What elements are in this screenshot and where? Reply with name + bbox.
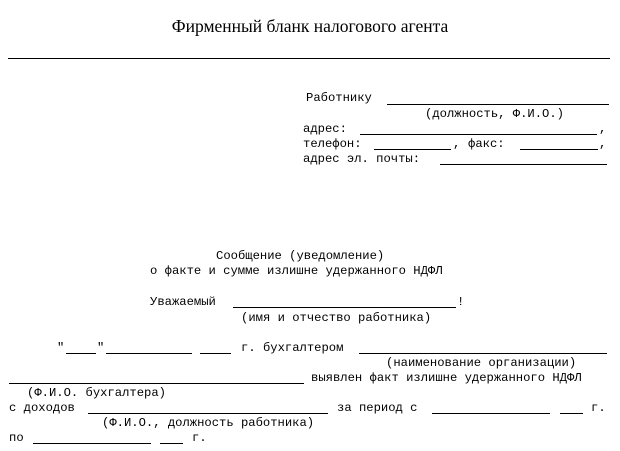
finding-text: выявлен факт излишне удержанного НДФЛ	[311, 371, 582, 385]
document-title: Фирменный бланк налогового агента	[171, 16, 449, 36]
period-to-date-field[interactable]	[33, 443, 151, 444]
date-year-field[interactable]	[200, 353, 231, 354]
address-label: адрес:	[303, 122, 347, 136]
fax-field[interactable]	[520, 149, 598, 150]
phone-comma: ,	[453, 137, 461, 151]
greeting-label: Уважаемый	[150, 295, 216, 309]
accountant-name-hint: (Ф.И.О. бухгалтера)	[27, 386, 166, 400]
recipient-field[interactable]	[387, 104, 609, 105]
message-heading-line2: о факте и сумме излишне удержанного НДФЛ	[150, 264, 443, 278]
accountant-intro-label: г. бухгалтером	[241, 341, 344, 355]
organization-field[interactable]	[359, 353, 607, 354]
period-to-year-label: г.	[192, 431, 207, 445]
accountant-name-field[interactable]	[9, 383, 304, 384]
period-to-label: по	[9, 431, 24, 445]
organization-hint: (наименование организации)	[386, 356, 577, 370]
fax-label: факс:	[468, 137, 505, 151]
income-label: с доходов	[9, 401, 75, 415]
worker-name-hint: (имя и отчество работника)	[241, 311, 432, 325]
date-day-field[interactable]	[66, 353, 96, 354]
message-heading-line1: Сообщение (уведомление)	[216, 249, 385, 263]
worker-details-field[interactable]	[88, 413, 328, 414]
period-from-year-label: г.	[591, 401, 606, 415]
email-label: адрес эл. почты:	[303, 152, 421, 166]
phone-field[interactable]	[374, 149, 451, 150]
date-quote-open: "	[57, 341, 65, 355]
date-quote-close: "	[97, 341, 105, 355]
greeting-exclamation: !	[457, 295, 465, 309]
phone-label: телефон:	[303, 137, 362, 151]
recipient-label: Работнику	[306, 91, 372, 105]
address-comma: ,	[599, 122, 607, 136]
period-from-date-field[interactable]	[432, 413, 550, 414]
worker-name-field[interactable]	[233, 307, 456, 308]
recipient-hint: (должность, Ф.И.О.)	[425, 107, 564, 121]
address-field[interactable]	[360, 134, 597, 135]
period-from-year-field[interactable]	[560, 413, 583, 414]
email-field[interactable]	[440, 164, 607, 165]
header-rule	[8, 58, 610, 59]
period-from-label: за период с	[337, 401, 418, 415]
date-month-field[interactable]	[106, 353, 192, 354]
period-to-year-field[interactable]	[160, 443, 183, 444]
fax-comma: ,	[599, 137, 607, 151]
worker-details-hint: (Ф.И.О., должность работника)	[102, 416, 315, 430]
